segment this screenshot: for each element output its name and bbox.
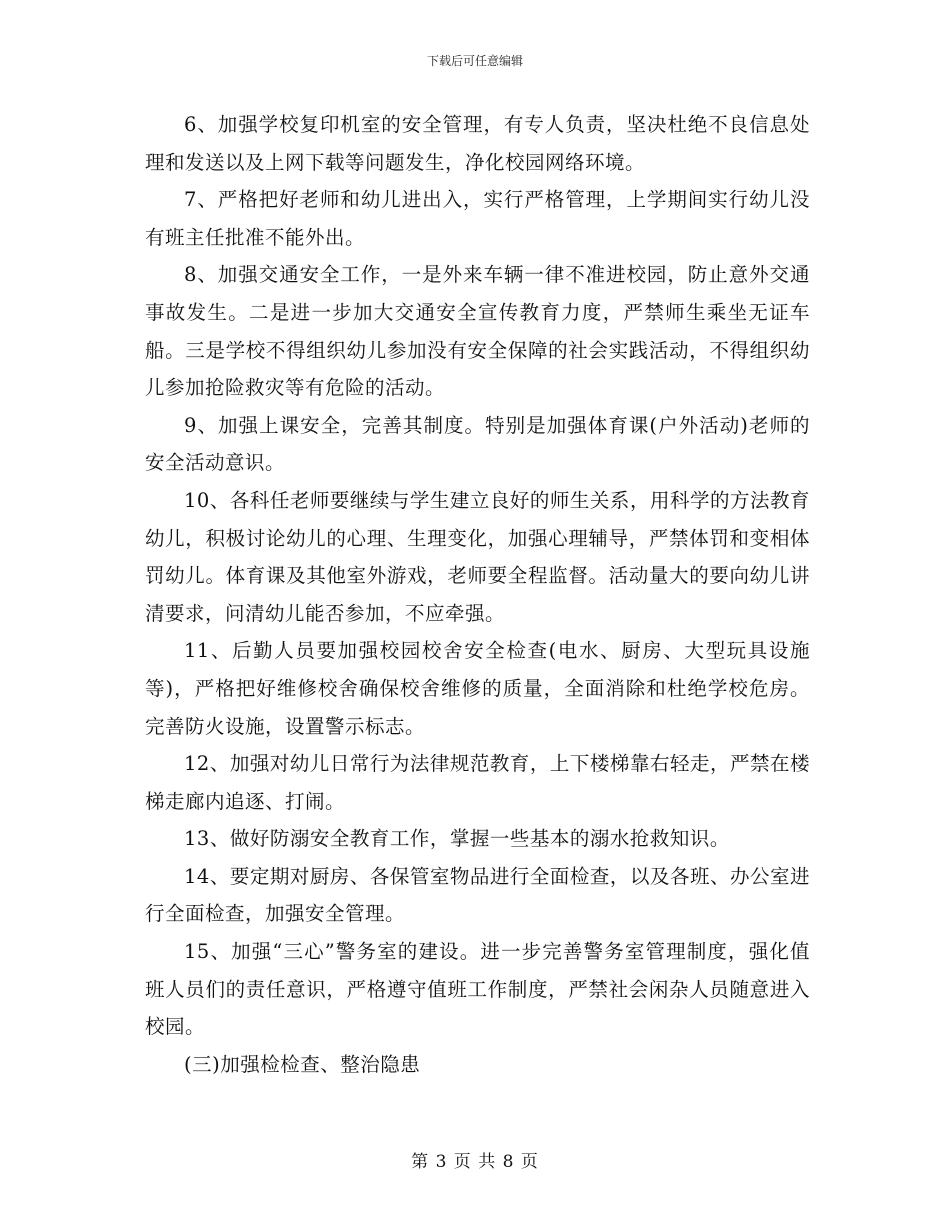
paragraph-item-7: 7、严格把好老师和幼儿进出入，实行严格管理，上学期间实行幼儿没有班主任批准不能外出。 — [145, 188, 810, 249]
paragraph-item-10: 10、各科任老师要继续与学生建立良好的师生关系，用科学的方法教育幼儿，积极讨论幼儿的心理、生理变化，加强心理辅导，严禁体罚和变相体罚幼儿。体育课及其他室外游戏，老师要全程监督。活动量大的要向幼儿讲清要求，问清幼儿能否参加，不应牵强。 — [145, 488, 810, 625]
paragraph-item-6: 6、加强学校复印机室的安全管理，有专人负责，坚决杜绝不良信息处理和发送以及上网下载等问题发生，净化校园网络环境。 — [145, 113, 810, 174]
paragraph-item-9: 9、加强上课安全，完善其制度。特别是加强体育课(户外活动)老师的安全活动意识。 — [145, 413, 810, 475]
paragraph-item-12: 12、加强对幼儿日常行为法律规范教育，上下楼梯靠右轻走，严禁在楼梯走廊内追逐、打闹。 — [145, 752, 810, 813]
document-body — [145, 106, 810, 1083]
paragraph-item-14: 14、要定期对厨房、各保管室物品进行全面检查，以及各班、办公室进行全面检查，加强安全管理。 — [145, 864, 810, 926]
page-header: 下载后可任意编辑 — [426, 54, 523, 68]
paragraph-item-11: 11、后勤人员要加强校园校舍安全检查(电水、厨房、大型玩具设施等)，严格把好维修校舍确保校舍维修的质量，全面消除和杜绝学校危房。完善防火设施，设置警示标志。 — [145, 639, 810, 738]
page-number-footer: 第 3 页 共 8 页 — [411, 1152, 539, 1172]
section-heading: (三)加强检检查、整治隐患 — [184, 1052, 421, 1076]
paragraph-item-8: 8、加强交通安全工作，一是外来车辆一律不准进校园，防止意外交通事故发生。二是进一步加大交通安全宣传教育力度，严禁师生乘坐无证车船。三是学校不得组织幼儿参加没有安全保障的社会实践活动，不得组织幼儿参加抢险救灾等有危险的活动。 — [145, 263, 810, 400]
paragraph-item-13: 13、做好防溺安全教育工作，掌握一些基本的溺水抢救知识。 — [184, 827, 730, 851]
paragraph-item-15: 15、加强“三心”警务室的建设。进一步完善警务室管理制度，强化值班人员们的责任意识，严格遵守值班工作制度，严禁社会闲杂人员随意进入校园。 — [145, 940, 810, 1039]
